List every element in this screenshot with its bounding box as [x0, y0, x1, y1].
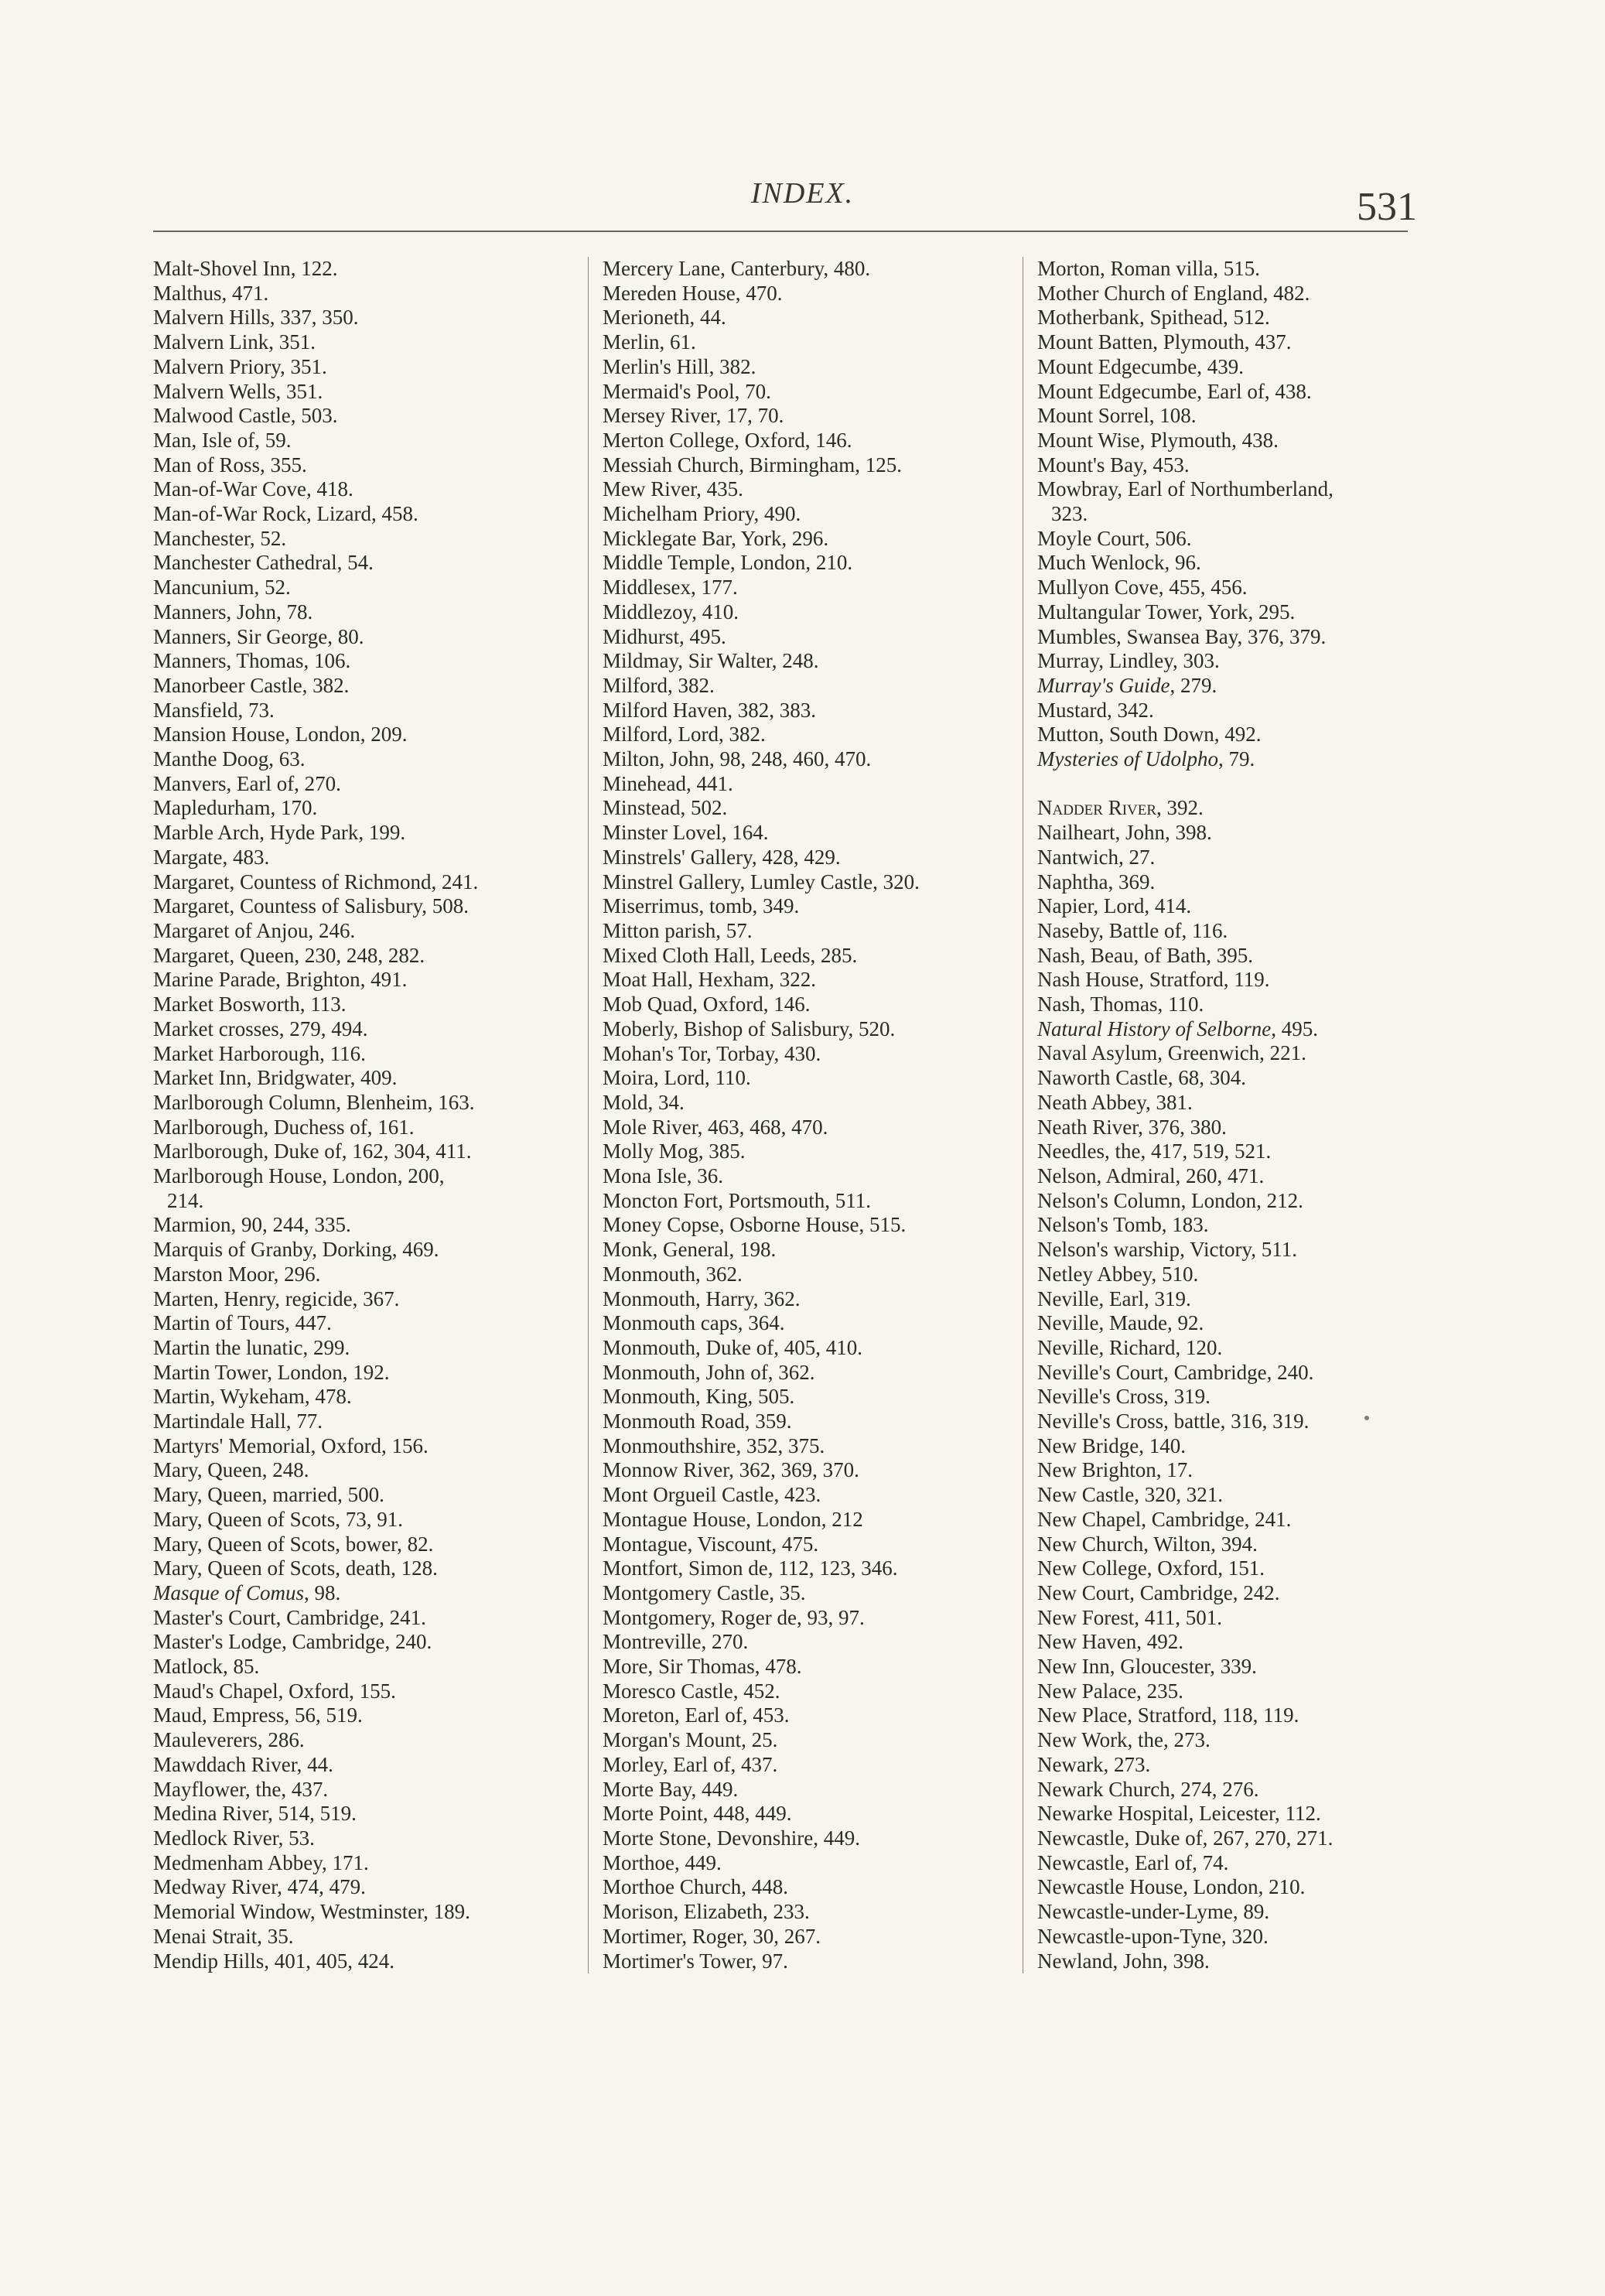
- index-entry: Montreville, 270.: [603, 1630, 749, 1654]
- index-entry: Minstead, 502.: [603, 796, 728, 820]
- index-entry: Mount Edgecumbe, Earl of, 438.: [1037, 379, 1312, 403]
- index-entry: Maud's Chapel, Oxford, 155.: [153, 1679, 396, 1703]
- index-entry-title: Masque of Comus: [153, 1580, 304, 1604]
- index-entry: Menai Strait, 35.: [153, 1924, 294, 1948]
- index-entry: Messiah Church, Birmingham, 125.: [603, 453, 902, 477]
- index-entry: Martyrs' Memorial, Oxford, 156.: [153, 1433, 429, 1457]
- index-column-3: [1023, 257, 1470, 1973]
- index-entry: Monk, General, 198.: [603, 1238, 777, 1262]
- index-entry: Morgan's Mount, 25.: [603, 1728, 778, 1752]
- index-entry: Malvern Link, 351.: [153, 330, 316, 354]
- index-entry: Money Copse, Osborne House, 515.: [603, 1213, 907, 1237]
- index-entry: Malvern Hills, 337, 350.: [153, 306, 359, 330]
- index-entry: Mixed Cloth Hall, Leeds, 285.: [603, 943, 858, 967]
- index-entry: Market Bosworth, 113.: [153, 993, 347, 1016]
- index-entry: Morte Point, 448, 449.: [603, 1802, 792, 1826]
- index-entry: Montfort, Simon de, 112, 123, 346.: [603, 1556, 898, 1580]
- index-entry: Minehead, 441.: [603, 771, 733, 795]
- index-entry: Medmenham Abbey, 171.: [153, 1850, 369, 1874]
- index-entry: Naseby, Battle of, 116.: [1037, 918, 1228, 942]
- index-entry: Marston Moor, 296.: [153, 1262, 321, 1286]
- index-entry: Nash House, Stratford, 119.: [1037, 968, 1270, 992]
- index-entry: Mullyon Cove, 455, 456.: [1037, 576, 1248, 600]
- index-entry: Morthoe, 449.: [603, 1850, 722, 1874]
- index-entry: Minster Lovel, 164.: [603, 821, 769, 845]
- index-entry: Matlock, 85.: [153, 1655, 260, 1679]
- index-entry: Montgomery Castle, 35.: [603, 1580, 806, 1604]
- index-entry: Needles, the, 417, 519, 521.: [1037, 1139, 1272, 1163]
- index-entry: Monmouth, Harry, 362.: [603, 1286, 801, 1310]
- index-entry: Morthoe Church, 448.: [603, 1875, 788, 1899]
- index-entry: Mildmay, Sir Walter, 248.: [603, 649, 819, 673]
- index-entry: Mole River, 463, 468, 470.: [603, 1115, 828, 1139]
- index-column-2: [588, 257, 1020, 1973]
- index-entry: Margate, 483.: [153, 845, 270, 869]
- index-entry: Mortimer, Roger, 30, 267.: [603, 1924, 821, 1948]
- index-entry: Margaret, Queen, 230, 248, 282.: [153, 943, 425, 967]
- index-entry: Minstrels' Gallery, 428, 429.: [603, 845, 841, 869]
- index-entry: Mersey River, 17, 70.: [603, 404, 784, 428]
- index-entry: Nelson's warship, Victory, 511.: [1037, 1238, 1297, 1262]
- index-entry: Memorial Window, Westminster, 189.: [153, 1900, 470, 1924]
- index-entry: Man, Isle of, 59.: [153, 428, 292, 452]
- index-entry: Monmouth Road, 359.: [603, 1409, 792, 1433]
- index-entry: Midhurst, 495.: [603, 624, 726, 648]
- index-entry: Neville, Maude, 92.: [1037, 1311, 1204, 1335]
- index-entry: Morley, Earl of, 437.: [603, 1752, 778, 1776]
- index-entry: New College, Oxford, 151.: [1037, 1556, 1265, 1580]
- index-entry: Nailheart, John, 398.: [1037, 821, 1212, 845]
- index-entry: Molly Mog, 385.: [603, 1139, 746, 1163]
- index-entry: Mowbray, Earl of Northumberland,: [1037, 477, 1334, 501]
- index-entry: Monnow River, 362, 369, 370.: [603, 1458, 859, 1482]
- index-entry: Mary, Queen of Scots, bower, 82.: [153, 1532, 434, 1556]
- index-entry: Miserrimus, tomb, 349.: [603, 894, 800, 918]
- index-entry: Margaret, Countess of Richmond, 241.: [153, 870, 479, 893]
- index-entry: Mount's Bay, 453.: [1037, 453, 1190, 477]
- index-entry: Mapledurham, 170.: [153, 796, 318, 820]
- index-entry: Master's Court, Cambridge, 241.: [153, 1605, 426, 1629]
- index-entry: Multangular Tower, York, 295.: [1037, 600, 1296, 624]
- index-entry: Neville's Cross, 319.: [1037, 1385, 1211, 1409]
- index-entry: [153, 1581, 567, 1606]
- index-entry: Neville, Richard, 120.: [1037, 1335, 1223, 1359]
- index-entry: Neville, Earl, 319.: [1037, 1286, 1191, 1310]
- index-entry: Mustard, 342.: [1037, 698, 1154, 722]
- index-entry: Mumbles, Swansea Bay, 376, 379.: [1037, 624, 1327, 648]
- index-entry: Man of Ross, 355.: [153, 453, 307, 477]
- index-entry-pages: , 79.: [1217, 747, 1255, 771]
- index-entry: Marten, Henry, regicide, 367.: [153, 1286, 400, 1310]
- running-head: INDEX.: [750, 177, 855, 210]
- ink-speck: [1364, 1416, 1369, 1420]
- index-entry: Mob Quad, Oxford, 146.: [603, 993, 811, 1016]
- index-entry: Mitton parish, 57.: [603, 918, 753, 942]
- index-entry: Milford Haven, 382, 383.: [603, 698, 816, 722]
- index-entry: Marine Parade, Brighton, 491.: [153, 968, 408, 992]
- index-entry: Naworth Castle, 68, 304.: [1037, 1066, 1246, 1090]
- index-entry: New Court, Cambridge, 242.: [1037, 1580, 1280, 1604]
- index-entry: Nash, Thomas, 110.: [1037, 993, 1204, 1016]
- index-entry: Market crosses, 279, 494.: [153, 1016, 368, 1040]
- index-entry: Mohan's Tor, Torbay, 430.: [603, 1041, 821, 1065]
- index-entry: Man-of-War Cove, 418.: [153, 477, 353, 501]
- index-entry: Mercery Lane, Canterbury, 480.: [603, 257, 871, 280]
- index-entry: Market Harborough, 116.: [153, 1041, 366, 1065]
- index-entry: Mutton, South Down, 492.: [1037, 723, 1262, 747]
- index-entry: Mendip Hills, 401, 405, 424.: [153, 1949, 395, 1973]
- index-entry: Malt-Shovel Inn, 122.: [153, 257, 338, 280]
- index-entry: Newarke Hospital, Leicester, 112.: [1037, 1802, 1321, 1826]
- index-entry: Minstrel Gallery, Lumley Castle, 320.: [603, 870, 920, 893]
- index-entry-pages: , 495.: [1271, 1016, 1318, 1040]
- index-entry: Neville's Cross, battle, 316, 319.: [1037, 1409, 1310, 1433]
- index-entry: Monmouth caps, 364.: [603, 1311, 785, 1335]
- index-entry: Milford, Lord, 382.: [603, 723, 766, 747]
- index-entry: Moira, Lord, 110.: [603, 1066, 751, 1090]
- index-entry: Merlin's Hill, 382.: [603, 354, 756, 378]
- index-entry: Mary, Queen of Scots, death, 128.: [153, 1556, 438, 1580]
- index-entry: Napier, Lord, 414.: [1037, 894, 1192, 918]
- index-entry: Medway River, 474, 479.: [153, 1875, 366, 1899]
- index-entry-title: Natural History of Selborne: [1037, 1016, 1272, 1040]
- index-entry-pages: , 279.: [1170, 673, 1217, 697]
- index-entry: Maud, Empress, 56, 519.: [153, 1703, 363, 1727]
- index-entry: Newark, 273.: [1037, 1752, 1151, 1776]
- index-entry: Malthus, 471.: [153, 281, 269, 305]
- index-entry-title: Murray's Guide: [1037, 673, 1170, 697]
- index-entry: New Brighton, 17.: [1037, 1458, 1193, 1482]
- index-entry: Malvern Priory, 351.: [153, 354, 327, 378]
- index-entry: Mount Sorrel, 108.: [1037, 404, 1197, 428]
- index-entry-continuation: 323.: [1051, 502, 1088, 526]
- index-entry: [1037, 674, 1470, 699]
- index-entry: Mansfield, 73.: [153, 698, 275, 722]
- header-rule: [153, 231, 1408, 232]
- index-entry: Mary, Queen, married, 500.: [153, 1483, 384, 1507]
- index-entry: Manners, Sir George, 80.: [153, 624, 364, 648]
- index-entry: Market Inn, Bridgwater, 409.: [153, 1066, 398, 1090]
- index-entry: Middlezoy, 410.: [603, 600, 739, 624]
- index-entry: New Palace, 235.: [1037, 1679, 1183, 1703]
- index-entry: Montgomery, Roger de, 93, 97.: [603, 1605, 865, 1629]
- index-entry-title: Mysteries of Udolpho: [1037, 747, 1218, 771]
- index-entry: Mary, Queen of Scots, 73, 91.: [153, 1507, 403, 1531]
- index-entry: Micklegate Bar, York, 296.: [603, 526, 829, 550]
- index-entry: Mount Wise, Plymouth, 438.: [1037, 428, 1279, 452]
- index-entry: Merioneth, 44.: [603, 306, 726, 330]
- index-entry: Mona Isle, 36.: [603, 1164, 723, 1188]
- index-entry: Naphtha, 369.: [1037, 870, 1156, 893]
- index-entry: [1037, 796, 1470, 821]
- index-entry: Man-of-War Rock, Lizard, 458.: [153, 502, 418, 526]
- index-entry: New Haven, 492.: [1037, 1630, 1183, 1654]
- index-entry: Manners, John, 78.: [153, 600, 313, 624]
- index-entry: Middle Temple, London, 210.: [603, 551, 853, 575]
- index-entry: Newcastle House, London, 210.: [1037, 1875, 1306, 1899]
- index-entry: [1037, 1017, 1470, 1042]
- index-entry: Monmouth, King, 505.: [603, 1385, 795, 1409]
- index-entry: Medina River, 514, 519.: [153, 1802, 357, 1826]
- index-entry: Neath Abbey, 381.: [1037, 1090, 1193, 1114]
- index-entry: Martindale Hall, 77.: [153, 1409, 323, 1433]
- index-column-1: [153, 257, 567, 1973]
- index-entry: Newcastle, Earl of, 74.: [1037, 1850, 1229, 1874]
- index-entry: New Chapel, Cambridge, 241.: [1037, 1507, 1292, 1531]
- index-entry: Mount Edgecumbe, 439.: [1037, 354, 1244, 378]
- index-entry: New Bridge, 140.: [1037, 1433, 1186, 1457]
- index-entry: Margaret, Countess of Salisbury, 508.: [153, 894, 469, 918]
- index-entry: Mount Batten, Plymouth, 437.: [1037, 330, 1292, 354]
- index-entry-continuation: 214.: [167, 1188, 204, 1212]
- index-entry: Margaret of Anjou, 246.: [153, 918, 356, 942]
- index-entry: New Forest, 411, 501.: [1037, 1605, 1222, 1629]
- index-entry: Marquis of Granby, Dorking, 469.: [153, 1238, 439, 1262]
- index-entry: New Castle, 320, 321.: [1037, 1483, 1223, 1507]
- index-entry: Moyle Court, 506.: [1037, 526, 1192, 550]
- index-entry: Newcastle, Duke of, 267, 270, 271.: [1037, 1826, 1334, 1850]
- index-entry: Mawddach River, 44.: [153, 1752, 333, 1776]
- index-entry: Mother Church of England, 482.: [1037, 281, 1310, 305]
- index-entry: Marlborough Column, Blenheim, 163.: [153, 1090, 475, 1114]
- index-entry: Medlock River, 53.: [153, 1826, 315, 1850]
- index-entry: Merton College, Oxford, 146.: [603, 428, 852, 452]
- index-entry: Nelson, Admiral, 260, 471.: [1037, 1164, 1265, 1187]
- index-entry: Newark Church, 274, 276.: [1037, 1777, 1259, 1801]
- index-entry: More, Sir Thomas, 478.: [603, 1655, 802, 1679]
- index-entry: Montague, Viscount, 475.: [603, 1532, 819, 1556]
- index-entry: Monmouth, 362.: [603, 1262, 743, 1286]
- index-entry: Nelson's Column, London, 212.: [1037, 1188, 1303, 1212]
- index-entry: New Church, Wilton, 394.: [1037, 1532, 1258, 1556]
- index-entry: Marmion, 90, 244, 335.: [153, 1213, 351, 1237]
- index-entry: Morte Bay, 449.: [603, 1777, 739, 1801]
- index-entry: Monmouth, Duke of, 405, 410.: [603, 1335, 862, 1359]
- index-entry: Nash, Beau, of Bath, 395.: [1037, 943, 1253, 967]
- index-entry: Mayflower, the, 437.: [153, 1777, 329, 1801]
- index-entry: Mold, 34.: [603, 1090, 685, 1114]
- index-entry: Mont Orgueil Castle, 423.: [603, 1483, 821, 1507]
- index-entry: Morton, Roman villa, 515.: [1037, 257, 1260, 280]
- index-entry: Moat Hall, Hexham, 322.: [603, 968, 816, 992]
- index-entry: Manchester, 52.: [153, 526, 287, 550]
- index-entry: Martin Tower, London, 192.: [153, 1360, 390, 1384]
- index-entry: Martin, Wykeham, 478.: [153, 1385, 352, 1409]
- index-entry: Newcastle-under-Lyme, 89.: [1037, 1900, 1270, 1924]
- index-entry: Motherbank, Spithead, 512.: [1037, 306, 1270, 330]
- index-entry: Neville's Court, Cambridge, 240.: [1037, 1360, 1314, 1384]
- index-entry: [1037, 747, 1470, 772]
- index-entry: Milton, John, 98, 248, 460, 470.: [603, 747, 872, 771]
- index-entry: Moberly, Bishop of Salisbury, 520.: [603, 1016, 896, 1040]
- index-entry: Naval Asylum, Greenwich, 221.: [1037, 1041, 1306, 1065]
- index-entry: Netley Abbey, 510.: [1037, 1262, 1199, 1286]
- index-entry: Mary, Queen, 248.: [153, 1458, 309, 1482]
- index-entry: Nantwich, 27.: [1037, 845, 1156, 869]
- index-entry: Mew River, 435.: [603, 477, 743, 501]
- index-entry: Merlin, 61.: [603, 330, 696, 354]
- index-entry: Martin the lunatic, 299.: [153, 1335, 350, 1359]
- index-entry: Marlborough House, London, 200,: [153, 1164, 445, 1188]
- index-entry: Manners, Thomas, 106.: [153, 649, 351, 673]
- index-entry: Marble Arch, Hyde Park, 199.: [153, 821, 406, 845]
- index-entry: Murray, Lindley, 303.: [1037, 649, 1220, 673]
- index-entry: Monmouthshire, 352, 375.: [603, 1433, 825, 1457]
- index-entry: Marlborough, Duke of, 162, 304, 411.: [153, 1139, 472, 1163]
- index-entry: Milford, 382.: [603, 673, 715, 697]
- index-entry: Master's Lodge, Cambridge, 240.: [153, 1630, 432, 1654]
- index-entry: Moresco Castle, 452.: [603, 1679, 780, 1703]
- index-entry: Moreton, Earl of, 453.: [603, 1703, 790, 1727]
- index-entry: New Place, Stratford, 118, 119.: [1037, 1703, 1299, 1727]
- index-entry: Moncton Fort, Portsmouth, 511.: [603, 1188, 872, 1212]
- index-entry: Manvers, Earl of, 270.: [153, 771, 341, 795]
- index-entry: Mancunium, 52.: [153, 576, 291, 600]
- index-entry: Martin of Tours, 447.: [153, 1311, 332, 1335]
- index-entry: Malwood Castle, 503.: [153, 404, 338, 428]
- index-entry: Newland, John, 398.: [1037, 1949, 1210, 1973]
- index-entry: Mauleverers, 286.: [153, 1728, 305, 1752]
- index-entry: Michelham Priory, 490.: [603, 502, 801, 526]
- page-number: 531: [1357, 185, 1417, 229]
- index-entry: Much Wenlock, 96.: [1037, 551, 1201, 575]
- index-entry: Newcastle-upon-Tyne, 320.: [1037, 1924, 1269, 1948]
- index-entry: Marlborough, Duchess of, 161.: [153, 1115, 415, 1139]
- index-entry: Montague House, London, 212: [603, 1507, 863, 1531]
- index-entry: Mereden House, 470.: [603, 281, 783, 305]
- index-entry: New Inn, Gloucester, 339.: [1037, 1655, 1257, 1679]
- index-entry: Mortimer's Tower, 97.: [603, 1949, 788, 1973]
- index-entry: Manchester Cathedral, 54.: [153, 551, 374, 575]
- index-entry: Manthe Doog, 63.: [153, 747, 306, 771]
- index-entry: Nelson's Tomb, 183.: [1037, 1213, 1209, 1237]
- index-entry-heading: Nadder River: [1037, 796, 1157, 820]
- index-entry: New Work, the, 273.: [1037, 1728, 1211, 1752]
- index-entry: Morison, Elizabeth, 233.: [603, 1900, 810, 1924]
- section-gap: [1037, 772, 1470, 797]
- index-entry-pages: , 98.: [304, 1580, 341, 1604]
- index-entry: Middlesex, 177.: [603, 576, 738, 600]
- index-entry: Neath River, 376, 380.: [1037, 1115, 1227, 1139]
- index-entry: Mermaid's Pool, 70.: [603, 379, 771, 403]
- index-entry: Monmouth, John of, 362.: [603, 1360, 815, 1384]
- index-entry: Malvern Wells, 351.: [153, 379, 323, 403]
- index-entry: Morte Stone, Devonshire, 449.: [603, 1826, 860, 1850]
- index-entry: Mansion House, London, 209.: [153, 723, 408, 747]
- index-entry: Manorbeer Castle, 382.: [153, 673, 350, 697]
- index-entry-pages: , 392.: [1156, 796, 1204, 820]
